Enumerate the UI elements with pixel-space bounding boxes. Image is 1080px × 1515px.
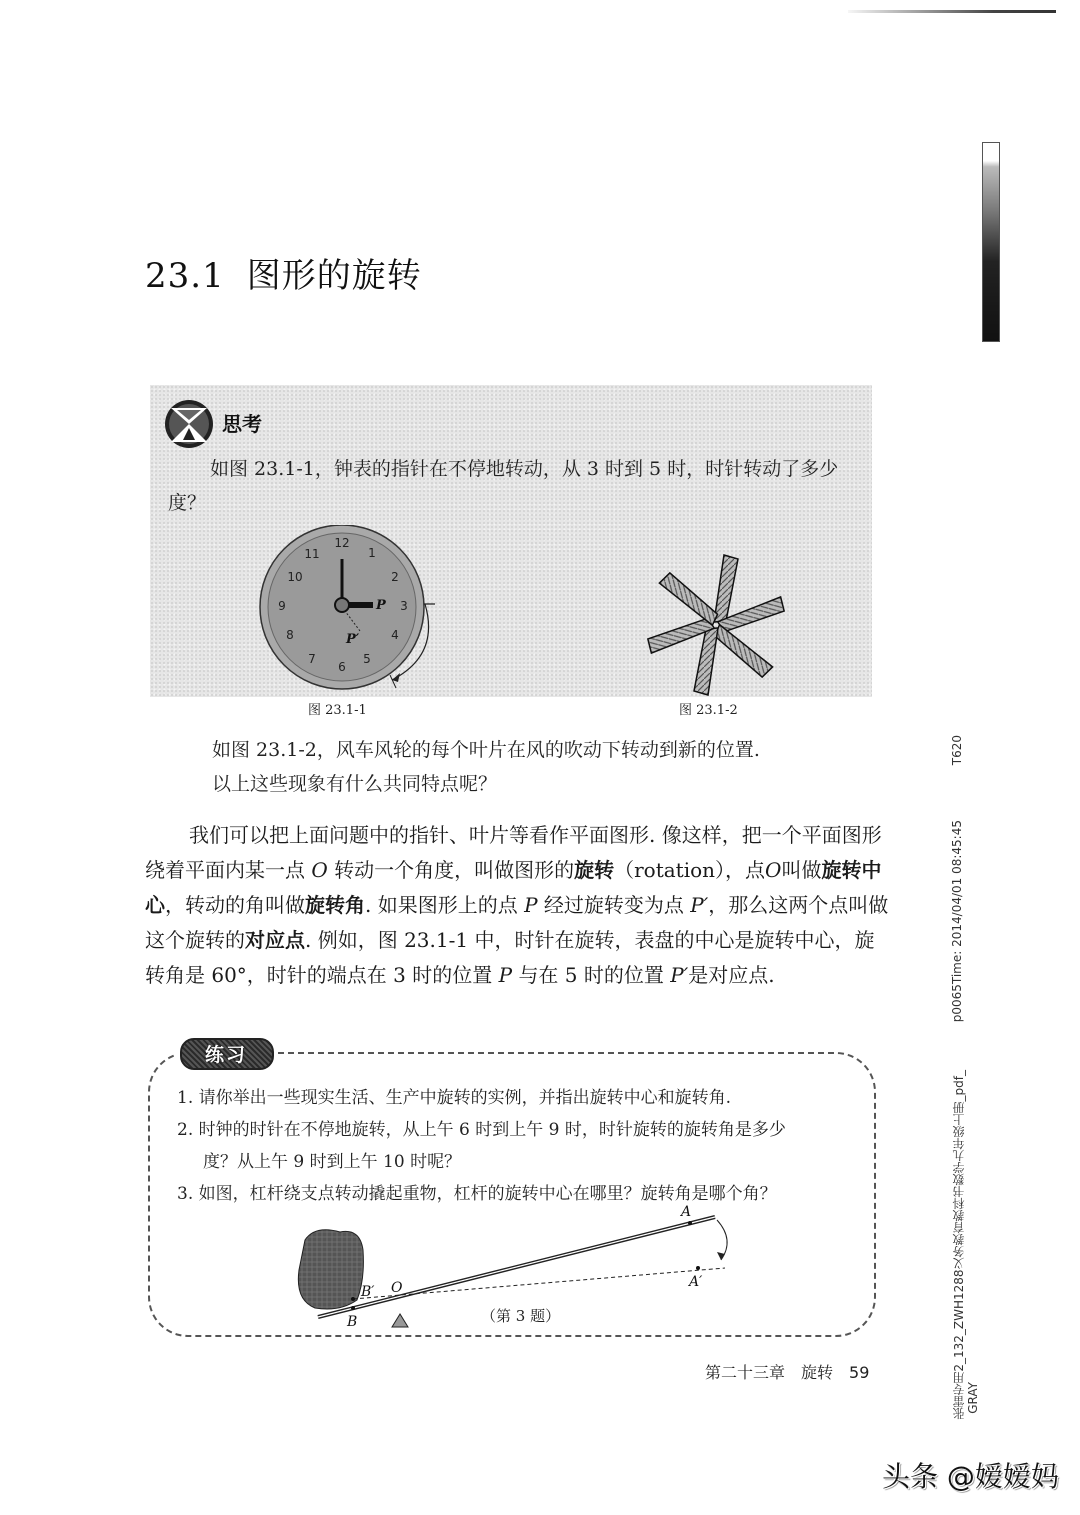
footer-chapter-title: 旋转 xyxy=(801,1363,834,1382)
text-run: 是对应点. xyxy=(688,963,775,987)
section-number: 23.1 xyxy=(145,256,225,296)
scan-timestamp: p0065Time: 2014/04/01 08:45:45 xyxy=(950,820,964,1023)
exercise-3: 3. 如图，杠杆绕支点转动撬起重物，杠杆的旋转中心在哪里？旋转角是哪个角？ xyxy=(177,1184,777,1204)
clock-numeral: 5 xyxy=(363,652,371,666)
scan-filename: 张雷专用2_132_ZWH1288义务教育教科书数学九年级上册_pdf_ xyxy=(952,1070,966,1420)
figure-caption-problem-3: （第 3 题） xyxy=(481,1307,561,1325)
think-follow-up xyxy=(212,733,872,801)
math-p-prime: P′ xyxy=(670,963,689,987)
text-run: . 例如，图 23.1-1 中，时针在旋转，表盘的中心是旋转中心，旋转角是 60°，时针的端点在 3 时的位置 xyxy=(145,928,875,987)
lever-label-a-prime: A′ xyxy=(689,1274,703,1290)
clock-numeral: 4 xyxy=(391,628,399,642)
figure-caption-23-1-2: 图 23.1-2 xyxy=(679,703,738,718)
page-number: 59 xyxy=(849,1363,870,1382)
follow-up-line-2: 以上这些现象有什么共同特点呢？ xyxy=(212,773,498,795)
lever-label-b: B xyxy=(347,1314,358,1330)
math-o: O xyxy=(765,858,782,882)
windmill-figure xyxy=(630,548,790,698)
scan-mode: GRAY xyxy=(966,1382,980,1414)
clock-numeral: 8 xyxy=(286,628,294,642)
term-rotation-center: 旋转中心 xyxy=(145,858,882,917)
term-rotation-angle: 旋转角 xyxy=(305,893,365,917)
math-p: P xyxy=(524,893,538,917)
scan-code: T620 xyxy=(950,735,964,766)
clock-figure xyxy=(250,525,450,715)
definition-paragraph xyxy=(145,818,890,993)
page-footer xyxy=(705,1360,885,1383)
text-run: 经过旋转变为点 xyxy=(543,893,684,917)
text-run: ，那么这两个点叫做这个旋转的 xyxy=(145,893,889,952)
term-corresponding-points: 对应点 xyxy=(245,928,305,952)
top-scan-rule xyxy=(848,10,1056,13)
figure-caption-23-1-1: 图 23.1-1 xyxy=(308,703,367,718)
practice-label: 练习 xyxy=(205,1044,248,1066)
clock-numeral: 1 xyxy=(368,546,376,560)
section-title xyxy=(145,248,422,297)
clock-numeral: 9 xyxy=(278,599,286,613)
lever-label-b-prime: B′ xyxy=(361,1284,375,1300)
point-p-prime-label: P′ xyxy=(346,632,360,647)
text-run: 我们可以把上面问题中的指针、叶片等看作平面图形. 像这样，把一个平面图形绕着平面内某一点 xyxy=(145,823,882,882)
exercise-1: 1. 请你举出一些现实生活、生产中旋转的实例，并指出旋转中心和旋转角. xyxy=(177,1088,732,1108)
clock-numeral: 12 xyxy=(334,536,350,550)
clock-numeral: 7 xyxy=(308,652,316,666)
text-run: . 如果图形上的点 xyxy=(365,893,518,917)
point-p-label: P xyxy=(376,598,386,613)
lever-label-a: A xyxy=(681,1204,692,1220)
term-rotation: 旋转 xyxy=(574,858,615,882)
exercise-2: 2. 时钟的时针在不停地旋转，从上午 6 时到上午 9 时，时针旋转的旋转角是多少 xyxy=(177,1120,786,1140)
think-label: 思考 xyxy=(222,412,262,436)
grayscale-calibration-bar xyxy=(982,142,1000,342)
clock-numeral: 3 xyxy=(400,599,408,613)
clock-numeral: 11 xyxy=(304,547,320,561)
text-run: 与在 5 时的位置 xyxy=(518,963,664,987)
think-hourglass-icon xyxy=(163,398,215,450)
clock-numeral: 2 xyxy=(391,570,399,584)
text-run: 叫做 xyxy=(781,858,822,882)
text-run: （rotation），点 xyxy=(614,858,766,882)
lever-label-o: O xyxy=(391,1280,403,1296)
clock-numeral: 10 xyxy=(287,570,303,584)
exercise-2-continued: 度？从上午 9 时到上午 10 时呢？ xyxy=(203,1152,462,1172)
text-run: 转动一个角度，叫做图形的 xyxy=(334,858,575,882)
footer-chapter: 第二十三章 xyxy=(705,1363,786,1382)
follow-up-line-1: 如图 23.1-2，风车风轮的每个叶片在风的吹动下转动到新的位置. xyxy=(212,739,760,761)
math-p-prime: P′ xyxy=(690,893,709,917)
think-question: 如图 23.1-1，钟表的指针在不停地转动，从 3 时到 5 时，时针转动了多少度？ xyxy=(168,458,839,514)
math-o: O xyxy=(311,858,328,882)
clock-numeral: 6 xyxy=(338,660,346,674)
section-title-text: 图形的旋转 xyxy=(246,256,422,296)
math-p: P xyxy=(498,963,513,987)
watermark: 头条 @嫒嫒妈 xyxy=(882,1460,1059,1493)
text-run: ，转动的角叫做 xyxy=(165,893,305,917)
